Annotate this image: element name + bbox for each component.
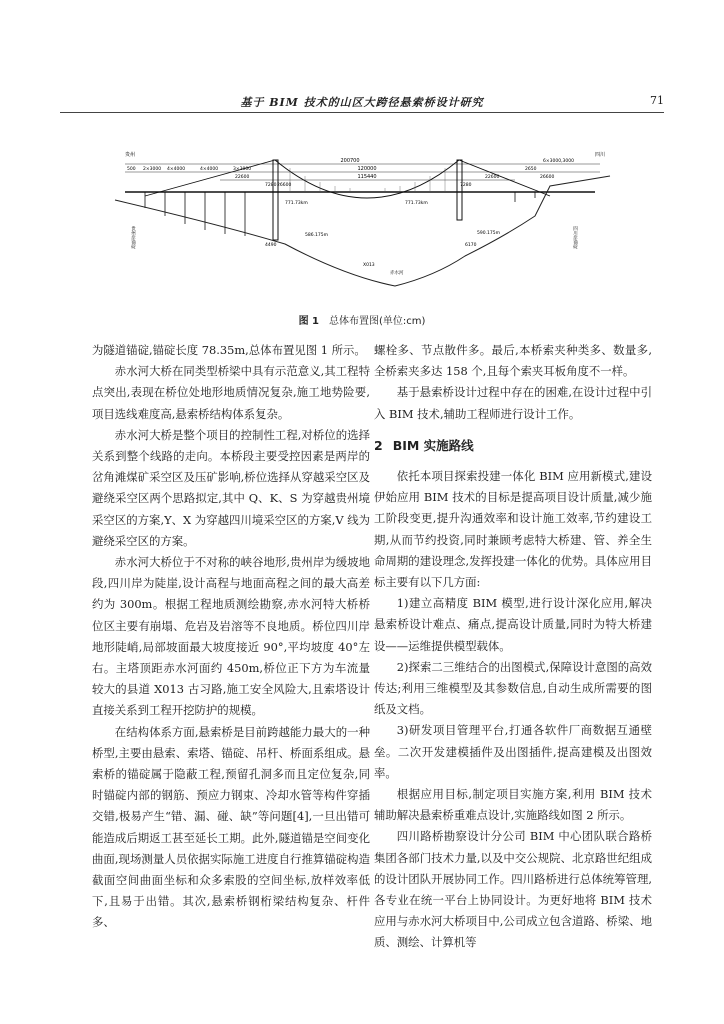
right-column xyxy=(374,340,652,954)
section-heading xyxy=(374,435,652,456)
label-d-left: 22600 xyxy=(235,175,250,180)
label-r1: 7280 xyxy=(265,183,277,188)
label-cable-left: 771.73km xyxy=(285,201,308,206)
figure-caption xyxy=(0,312,724,327)
label-h2: 6170 xyxy=(465,243,477,248)
paragraph: 赤水河大桥位于不对称的峡谷地形,贵州岸为缓坡地段,四川岸为陡崖,设计高程与地面高程之间的最大高差约为 300m。根据工程地质测绘勘察,赤水河特大桥桥位区主要有崩塌、危岩及岩溶等不良地质。桥位四川岸地形陡峭,局部坡面最大坡度接近 90°,平均坡度 40°左右。主塔顶距赤水河面约 450m,桥位正下方为车流量较大的县道 X013 古习路,施工安全风险大,且索塔设计直接关系到工程开挖防护的规模。 xyxy=(92,555,370,718)
label-d-left2: 26600 xyxy=(277,183,292,188)
label-sag-span: 115440 xyxy=(357,174,377,180)
section-number: 2 xyxy=(374,437,383,453)
paragraph: 根据应用目标,制定项目实施方案,利用 BIM 技术辅助解决悬索桥重难点设计,实施路线如图 2 所示。 xyxy=(374,787,652,823)
label-total-span: 200700 xyxy=(340,158,360,164)
label-elev-left: 586.175m xyxy=(305,233,328,238)
label-sec5: 3×3000 xyxy=(233,167,252,172)
label-road: X013 xyxy=(363,263,375,268)
section-title: BIM 实施路线 xyxy=(392,437,474,453)
label-left-bank: 贵州 xyxy=(125,152,136,158)
figure-general-layout xyxy=(105,126,619,302)
label-right-bank: 四川 xyxy=(595,152,606,158)
label-r-sec: 6×3000,3000 xyxy=(543,159,574,164)
paragraph: 1)建立高精度 BIM 模型,进行设计深化应用,解决悬索桥设计难点、痛点,提高设计质量,同时为特大桥建设——运维提供模型载体。 xyxy=(374,596,652,653)
layout-drawing xyxy=(105,126,619,302)
label-sec3: 4×4000 xyxy=(167,167,186,172)
page-number: 71 xyxy=(650,94,664,107)
label-cable-right: 771.73km xyxy=(405,201,428,206)
label-d-right2: 26600 xyxy=(540,175,555,180)
label-r2: 7280 xyxy=(460,183,472,188)
label-water: 赤水河 xyxy=(390,271,404,276)
label-d-right: 22600 xyxy=(485,175,500,180)
paragraph: 螺栓多、节点散件多。最后,本桥索夹种类多、数量多,全桥索夹多达 158 个,且每个索夹耳板角度不一样。 xyxy=(374,343,652,379)
paragraph: 基于悬索桥设计过程中存在的困难,在设计过程中引入 BIM 技术,辅助工程师进行设计工作。 xyxy=(374,385,652,421)
paragraph: 在结构体系方面,悬索桥是目前跨越能力最大的一种桥型,主要由悬索、索塔、锚碇、吊杆、桥面系组成。悬索桥的锚碇属于隐蔽工程,预留孔洞多而且定位复杂,同时锚碇内部的钢筋、预应力钢束、冷却水管等构件穿插交错,极易产生“错、漏、碰、缺”等问题[4],一旦出错可能造成后期返工甚至延长工期。此外,隧道锚是空间变化曲面,现场测量人员依据实际施工进度自行推算锚碇构造截面空间曲面坐标和众多索股的空间坐标,放样效率低下,且易于出错。其次,悬索桥钢桁梁结构复杂、杆件多、 xyxy=(92,724,370,930)
paragraph: 依托本项目探索投建一体化 BIM 应用新模式,建设伊始应用 BIM 技术的目标是提高项目设计质量,减少施工阶段变更,提升沟通效率和设计施工效率,节约建设工期,从而节约投资,同时兼顾考虑特大桥建、管、养全生命周期的建设理念,发挥投建一体化的优势。具体应用目标主要有以下几方面: xyxy=(374,469,652,590)
approach-piers xyxy=(145,192,535,236)
label-h1: 4490 xyxy=(265,243,277,248)
paragraph: 2)探索二三维结合的出图模式,保障设计意图的高效传达;利用三维模型及其参数信息,自动生成所需要的图纸及文档。 xyxy=(374,659,652,717)
label-right-anchor: 四川岸锚碇 xyxy=(572,226,578,249)
label-sec6: 2650 xyxy=(525,167,537,172)
paragraph: 赤水河大桥是整个项目的控制性工程,对桥位的选择关系到整个线路的走向。本桥段主要受控因素是两岸的岔角滩煤矿采空区及压矿影响,桥位选择从穿越采空区及避绕采空区两个思路拟定,其中 Q、K、S 为穿越贵州境采空区的方案,Y、X 为穿越四川境采空区的方案,V 线为避绕采空区的方案。 xyxy=(92,427,370,548)
label-sec1: 500 xyxy=(127,167,136,172)
label-left-anchor: 贵州岸锚碇 xyxy=(130,226,136,249)
paragraph: 四川路桥勘察设计分公司 BIM 中心团队联合路桥集团各部门技术力量,以及中交公规院、北京路世纪组成的设计团队开展协同工作。四川路桥进行总体统筹管理,各专业在统一平台上协同设计。为更好地将 BIM 技术应用与赤水河大桥项目中,公司成立包含道路、桥梁、地质、测绘、计算机等 xyxy=(374,829,652,950)
caption-label: 图 1 xyxy=(298,316,320,327)
label-main-span: 120000 xyxy=(357,166,377,172)
paragraph: 赤水河大桥在同类型桥梁中具有示范意义,其工程特点突出,表现在桥位处地形地质情况复杂,施工地势险要,项目选线难度高,悬索桥结构体系复杂。 xyxy=(92,364,370,421)
running-header xyxy=(60,94,664,113)
left-column xyxy=(92,340,370,934)
right-tower xyxy=(457,160,462,220)
label-sec4: 4×4000 xyxy=(200,167,219,172)
paragraph: 3)研发项目管理平台,打通各软件厂商数据互通壁垒。二次开发建模插件及出图插件,提高建模及出图效率。 xyxy=(374,723,652,780)
caption-text: 总体布置图(单位:cm) xyxy=(329,316,426,327)
header-title: 基于 BIM 技术的山区大跨径悬索桥设计研究 xyxy=(240,96,484,109)
label-elev-right: 590.175m xyxy=(477,231,500,236)
paragraph: 为隧道锚碇,锚碇长度 78.35m,总体布置见图 1 所示。 xyxy=(92,343,366,357)
label-sec2: 2×3000 xyxy=(143,167,162,172)
